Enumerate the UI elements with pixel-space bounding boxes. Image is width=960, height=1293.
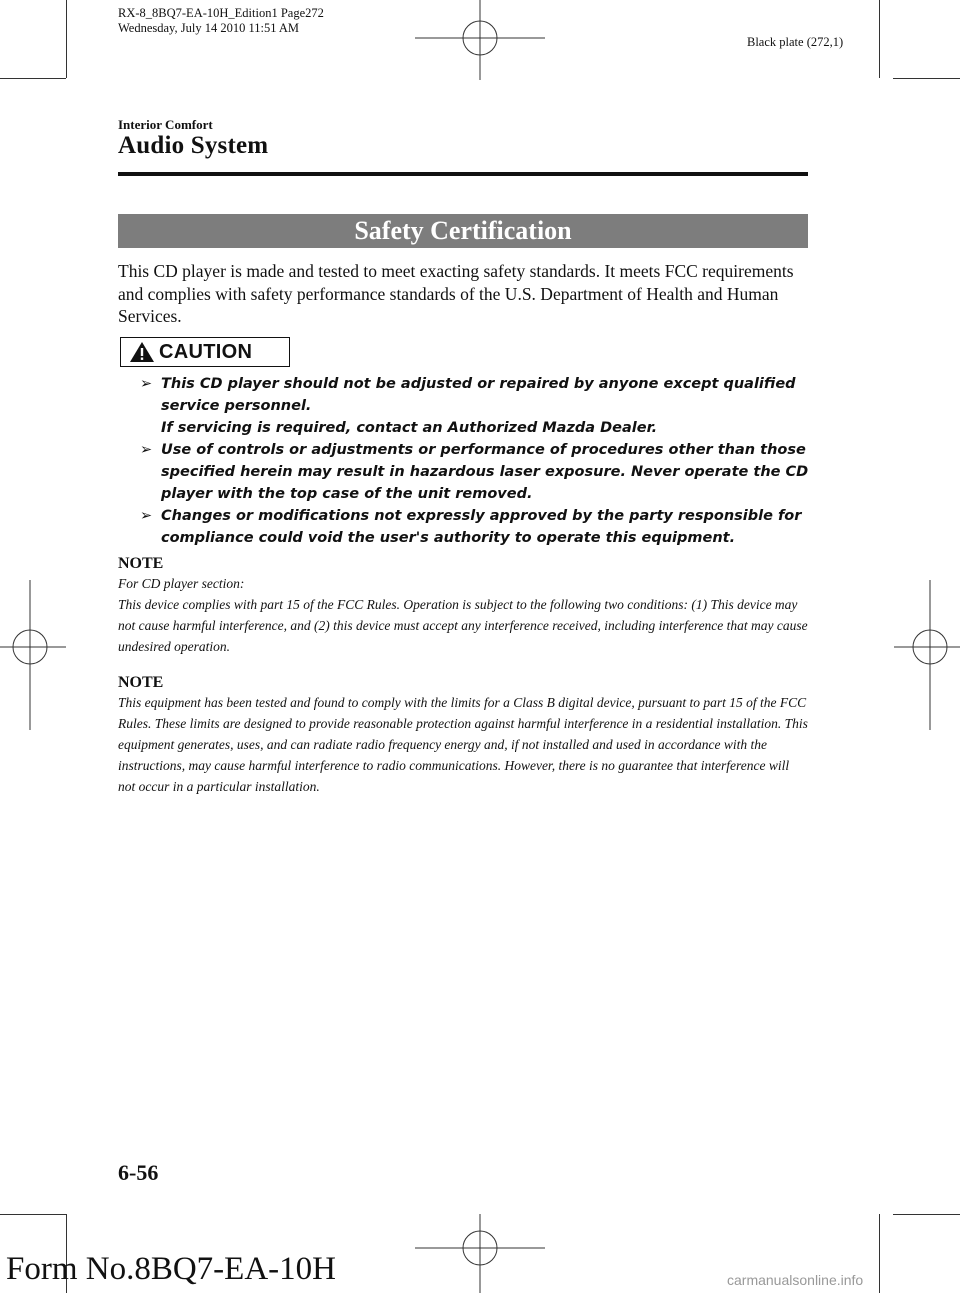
form-number: Form No.8BQ7-EA-10H	[6, 1251, 336, 1287]
caution-item	[140, 373, 810, 439]
arrow-bullet-icon: ➢	[140, 442, 153, 458]
registration-mark-top	[415, 0, 545, 80]
intro-paragraph: This CD player is made and tested to meet exacting safety standards. It meets FCC requirements and complies with safety performance standards of the U.S. Department of Health and Human Services.	[118, 261, 794, 326]
chapter-title: Audio System	[118, 132, 269, 159]
note-title: NOTE	[118, 674, 164, 691]
caution-label: CAUTION	[159, 340, 253, 363]
caution-item-text: This CD player should not be adjusted or repaired by anyone except qualified service personnel.	[161, 376, 796, 414]
plate-label: Black plate (272,1)	[747, 35, 844, 49]
caution-item-text: If servicing is required, contact an Authorized Mazda Dealer.	[161, 420, 658, 436]
caution-item	[140, 505, 810, 549]
chapter-rule	[118, 172, 808, 176]
note-block	[118, 674, 808, 797]
print-header	[118, 6, 324, 36]
warning-triangle-icon	[129, 341, 155, 363]
arrow-bullet-icon: ➢	[140, 508, 153, 524]
caution-item	[140, 439, 810, 505]
arrow-bullet-icon: ➢	[140, 376, 153, 392]
caution-badge	[120, 337, 290, 367]
note-block	[118, 555, 808, 657]
print-header-line1: RX-8_8BQ7-EA-10H_Edition1 Page272	[118, 6, 324, 20]
registration-mark-right	[894, 580, 960, 730]
watermark: carmanualsonline.info	[727, 1272, 864, 1288]
registration-mark-bottom	[415, 1214, 545, 1293]
caution-item-text: Use of controls or adjustments or performance of procedures other than those specified herein may result in hazardous laser exposure. Never operate the CD player with the top case of the unit removed.	[161, 442, 809, 502]
caution-list	[140, 373, 810, 549]
note-body-line: For CD player section:	[118, 576, 245, 591]
registration-mark-left	[0, 580, 66, 730]
print-header-line2: Wednesday, July 14 2010 11:51 AM	[118, 21, 300, 35]
page-number: 6-56	[118, 1160, 159, 1185]
section-label: Interior Comfort	[118, 117, 213, 132]
note-body-line: This equipment has been tested and found to comply with the limits for a Class B digital device, pursuant to part 15 of the FCC Rules. These limits are designed to provide reasonable protection against harmful interference in a residential installation. This equipment generates, uses, and can radiate radio frequency energy and, if not installed and used in accordance with the instructions, may cause harmful interference to radio communications. However, there is no guarantee that interference will not occur in a particular installation.	[118, 695, 808, 794]
caution-item-text: Changes or modifications not expressly approved by the party responsible for compliance could void the user's authority to operate this equipment.	[161, 508, 802, 546]
note-title: NOTE	[118, 555, 164, 572]
note-body-line: This device complies with part 15 of the FCC Rules. Operation is subject to the following two conditions: (1) This device may not cause harmful interference, and (2) this device must accept any interference received, including interference that may cause undesired operation.	[118, 597, 808, 654]
section-banner: Safety Certification	[118, 214, 808, 248]
